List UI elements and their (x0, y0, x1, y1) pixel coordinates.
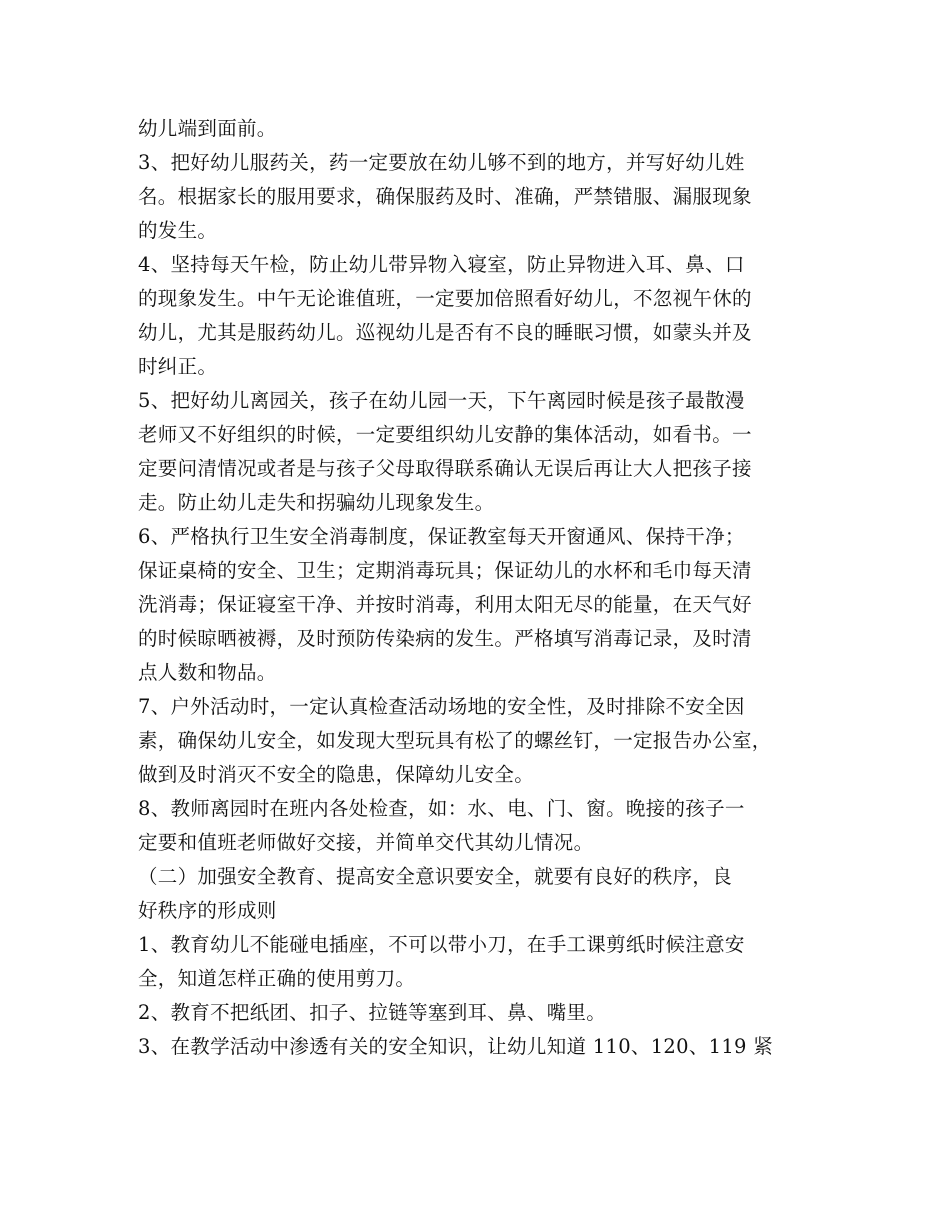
text-line: 点人数和物品。 (138, 661, 277, 684)
text-line: 好秩序的形成则 (138, 899, 277, 922)
text-line: 的时候晾晒被褥，及时预防传染病的发生。严格填写消毒记录，及时清 (138, 627, 752, 650)
text-line: 幼儿，尤其是服药幼儿。巡视幼儿是否有不良的睡眠习惯，如蒙头并及 (138, 321, 752, 344)
text-line: 1、教育幼儿不能碰电插座，不可以带小刀，在手工课剪纸时候注意安 (138, 933, 745, 956)
text-line: 保证桌椅的安全、卫生；定期消毒玩具；保证幼儿的水杯和毛巾每天清 (138, 559, 752, 582)
text-line: 定要和值班老师做好交接，并简单交代其幼儿情况。 (138, 831, 594, 854)
text-line: 的发生。 (138, 219, 218, 242)
text-line: 3、把好幼儿服药关，药一定要放在幼儿够不到的地方，并写好幼儿姓 (138, 151, 745, 174)
text-line: 走。防止幼儿走失和拐骗幼儿现象发生。 (138, 491, 495, 514)
text-line: （二）加强安全教育、提高安全意识要安全，就要有良好的秩序，良 (138, 865, 733, 888)
text-line: 的现象发生。中午无论谁值班，一定要加倍照看好幼儿，不忽视午休的 (138, 287, 752, 310)
text-line: 定要问清情况或者是与孩子父母取得联系确认无误后再让大人把孩子接 (138, 457, 752, 480)
body-text (138, 112, 828, 1064)
text-line: 洗消毒；保证寝室干净、并按时消毒，利用太阳无尽的能量，在天气好 (138, 593, 752, 616)
text-line: 老师又不好组织的时候，一定要组织幼儿安静的集体活动，如看书。一 (138, 423, 752, 446)
text-line: 全，知道怎样正确的使用剪刀。 (138, 967, 416, 990)
text-line: 2、教育不把纸团、扣子、拉链等塞到耳、鼻、嘴里。 (138, 1001, 607, 1024)
text-line: 7、户外活动时，一定认真检查活动场地的安全性，及时排除不安全因 (138, 695, 745, 718)
text-line: 4、坚持每天午检，防止幼儿带异物入寝室，防止异物进入耳、鼻、口 (138, 253, 745, 276)
text-line: 名。根据家长的服用要求，确保服药及时、准确，严禁错服、漏服现象 (138, 185, 752, 208)
text-line: 3、在教学活动中渗透有关的安全知识，让幼儿知道 110、120、119 紧 (138, 1035, 774, 1058)
text-line: 5、把好幼儿离园关，孩子在幼儿园一天，下午离园时候是孩子最散漫 (138, 389, 745, 412)
text-line: 素，确保幼儿安全，如发现大型玩具有松了的螺丝钉，一定报告办公室， (138, 729, 772, 752)
text-line: 幼儿端到面前。 (138, 117, 277, 140)
text-line: 时纠正。 (138, 355, 218, 378)
text-line: 6、严格执行卫生安全消毒制度，保证教室每天开窗通风、保持干净； (138, 525, 745, 548)
text-line: 做到及时消灭不安全的隐患，保障幼儿安全。 (138, 763, 535, 786)
text-line: 8、教师离园时在班内各处检查，如：水、电、门、窗。晚接的孩子一 (138, 797, 745, 820)
